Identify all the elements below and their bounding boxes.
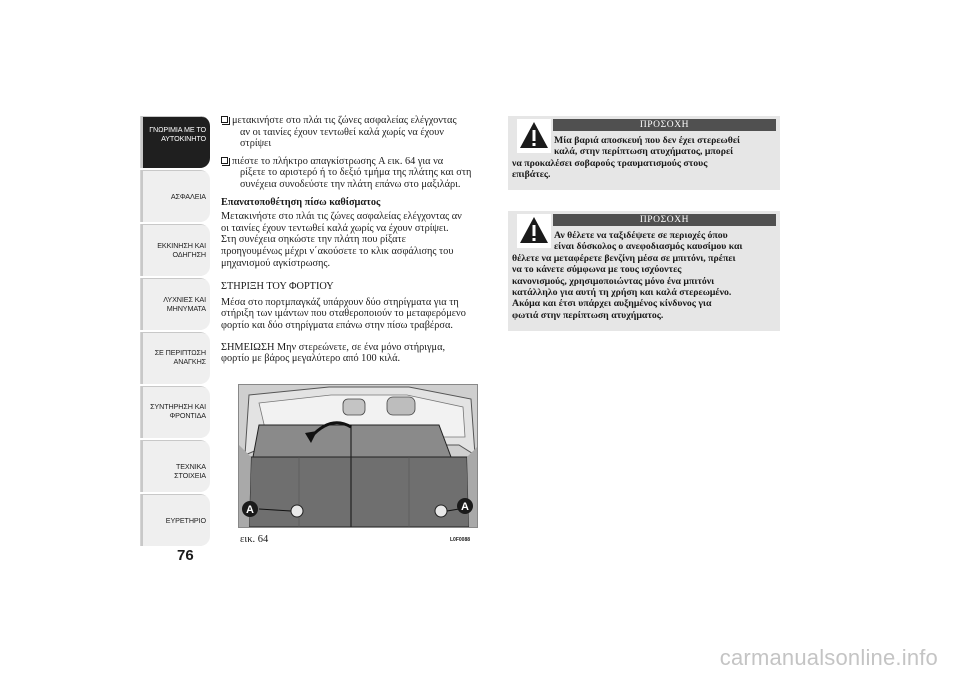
paragraph: [221, 211, 493, 269]
tab-warning-lights[interactable]: [141, 278, 210, 330]
warning-title: ΠΡΟΣΟΧΗ: [553, 214, 776, 226]
warning-line: κανονισμούς, χρησιμοποιώντας μόνο ένα μπιτόνι: [512, 275, 715, 287]
paragraph-line: μηχανισμού αγκίστρωσης.: [221, 257, 331, 269]
tab-index[interactable]: [141, 494, 210, 546]
warning-line: να προκαλέσει σοβαρούς τραυματισμούς στους: [512, 157, 708, 169]
tab-label: ΕΥΡΕΤΗΡΙΟ: [165, 516, 206, 525]
warning-box: [508, 211, 780, 331]
note-line: ΣΗΜΕΙΩΣΗ Μην στερεώνετε, σε ένα μόνο στήριγμα,: [221, 341, 446, 353]
paragraph-line: προηγουμένως μέχρι ν΄ακούσετε το κλικ ασφάλισης του: [221, 245, 454, 257]
checkbox-bullet-icon: [221, 157, 228, 164]
tab-technical-data[interactable]: [141, 440, 210, 492]
tab-label: ΓΝΩΡΙΜΙΑ ΜΕ ΤΟ: [149, 125, 206, 134]
bullet-text-line: μετακινήστε στο πλάι τις ζώνες ασφαλείας ελέγχοντας: [232, 115, 457, 126]
paragraph: [221, 297, 493, 332]
tab-label: ΕΚΚΙΝΗΣΗ ΚΑΙ: [157, 241, 206, 250]
warning-line: θέλετε να μεταφέρετε βενζίνη μέσα σε μπιτόνι, πρέπει: [512, 252, 736, 264]
warning-line: φωτιά στην περίπτωση ατυχήματος.: [512, 309, 664, 321]
list-item: [221, 156, 493, 191]
tab-getting-to-know[interactable]: [141, 116, 210, 168]
paragraph-line: φορτίο και δύο στηρίγματα επάνω στην πίσω τραβέρσα.: [221, 319, 453, 331]
figure-code: L0F0088: [450, 537, 471, 543]
paragraph-line: Στη συνέχεια σηκώστε την πλάτη που ρίξατε: [221, 234, 406, 246]
tab-emergency[interactable]: [141, 332, 210, 384]
watermark: carmanualsonline.info: [719, 645, 938, 670]
bullet-text-line: πιέστε το πλήκτρο απαγκίστρωσης A εικ. 64 για να: [232, 155, 444, 167]
page-number: 76: [177, 547, 194, 564]
bullet-text-line: αν οι ταινίες έχουν τεντωθεί καλά χωρίς να έχουν: [240, 126, 444, 138]
warning-line: Αν θέλετε να ταξιδέψετε σε περιοχές όπου: [554, 230, 728, 241]
note-line: φορτίο με βάρος μεγαλύτερο από 100 κιλά.: [221, 353, 401, 365]
tab-maintenance[interactable]: [141, 386, 210, 438]
warning-text: [512, 230, 776, 321]
warning-box: [508, 116, 780, 190]
tab-label: ΛΥΧΝΙΕΣ ΚΑΙ: [163, 295, 206, 304]
tab-label: ΑΝΑΓΚΗΣ: [173, 357, 206, 366]
tab-label: ΤΕΧΝΙΚΑ ΣΤΟΙΧΕΙΑ: [174, 462, 206, 480]
warning-text: [512, 135, 776, 181]
note: [221, 342, 493, 365]
list-item: [221, 115, 493, 150]
warning-line: είναι δύσκολος ο ανεφοδιασμός καυσίμου και: [554, 241, 743, 253]
warning-title: ΠΡΟΣΟΧΗ: [553, 119, 776, 131]
tab-label: ΑΥΤΟΚΙΝΗΤΟ: [161, 134, 206, 143]
rear-seat-illustration: [239, 385, 478, 528]
tab-safety[interactable]: [141, 170, 210, 222]
bullet-text-line: συνέχεια συνοδεύστε την πλάτη επάνω στο μαξιλάρι.: [240, 178, 461, 190]
checkbox-bullet-icon: [221, 116, 228, 123]
warning-line: κατάλληλο για αυτή τη χρήση και καλά στερεωμένο.: [512, 287, 732, 299]
tab-label: ΟΔΗΓΗΣΗ: [172, 250, 206, 259]
paragraph-line: Μετακινήστε στο πλάι τις ζώνες ασφαλείας ελέγχοντας αν: [221, 211, 462, 223]
paragraph-line: στήριξη των ιμάντων που σταθεροποιούν το μεταφερόμενο: [221, 308, 466, 320]
tab-label: ΑΣΦΑΛΕΙΑ: [170, 192, 206, 201]
paragraph-line: οι ταινίες έχουν τεντωθεί καλά χωρίς να έχουν στρίψει.: [221, 222, 449, 234]
warning-line: καλά, στην περίπτωση ατυχήματος, μπορεί: [554, 146, 734, 158]
section-heading: ΣΤΗΡΙΞΗ ΤΟΥ ΦΟΡΤΙΟΥ: [221, 281, 334, 293]
tab-starting-driving[interactable]: [141, 224, 210, 276]
main-column: [221, 115, 493, 365]
warning-line: Μία βαριά αποσκευή που δεν έχει στερεωθεί: [554, 135, 741, 146]
tab-label: ΜΗΝΥΜΑΤΑ: [166, 304, 206, 313]
warning-line: να το κάνετε σύμφωνα με τους ισχύοντες: [512, 264, 682, 276]
tab-label: ΣΕ ΠΕΡΙΠΤΩΣΗ: [154, 348, 206, 357]
warning-line: επιβάτες.: [512, 169, 551, 181]
warning-line: Ακόμα και έτσι υπάρχει αυξημένος κίνδυνος για: [512, 298, 712, 310]
bullet-text-line: ρίξετε το αριστερό ή το δεξιό τμήμα της πλάτης και στη: [240, 167, 472, 179]
tab-label: ΣΥΝΤΗΡΗΣΗ ΚΑΙ: [150, 402, 206, 411]
figure-caption: εικ. 64: [240, 534, 269, 545]
paragraph-line: Μέσα στο πορτμπαγκάζ υπάρχουν δύο στηρίγματα για τη: [221, 296, 459, 308]
marker-a-left: A: [246, 504, 254, 516]
section-heading: Επανατοποθέτηση πίσω καθίσματος: [221, 196, 381, 208]
marker-a-right: A: [461, 501, 469, 513]
bullet-text-line: στρίψει: [240, 138, 272, 150]
tab-label: ΦΡΟΝΤΙΔΑ: [169, 411, 206, 420]
figure-rear-seat: [238, 384, 478, 528]
